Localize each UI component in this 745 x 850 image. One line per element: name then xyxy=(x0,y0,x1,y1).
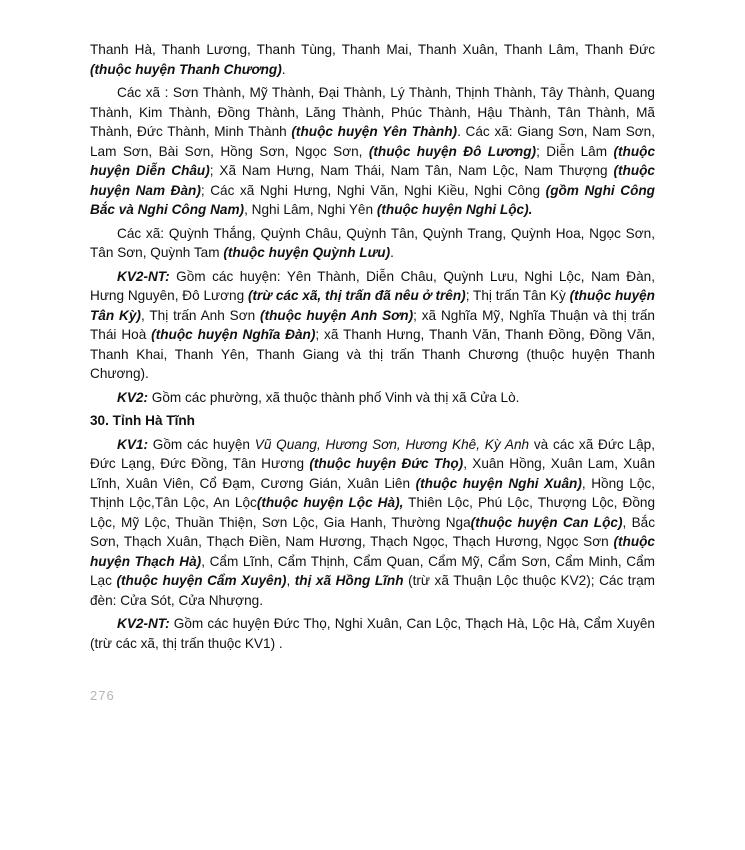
emphasis-text: (thuộc huyện Lộc Hà), xyxy=(256,495,404,510)
paragraph xyxy=(90,224,655,263)
emphasis-text: KV1: xyxy=(117,436,148,452)
text-run: 30. Tỉnh Hà Tĩnh xyxy=(90,413,195,428)
text-run: Gồm các phường, xã thuộc thành phố Vinh và thị xã Cửa Lò. xyxy=(147,389,520,405)
emphasis-text: (thuộc huyện Nghi Lộc). xyxy=(376,202,533,217)
paragraph xyxy=(90,435,655,611)
text-run: ; Xã Nam Hưng, Nam Thái, Nam Tân, Nam Lộc, Nam Thượng xyxy=(209,163,614,178)
italic-text: Vũ Quang, Hương Sơn, Hương Khê, Kỳ Anh xyxy=(254,436,530,452)
text-run: Các xã: Quỳnh Thắng, Quỳnh Châu, Quỳnh Tân, Quỳnh Trang, Quỳnh Hoa, Ngọc Sơn, Tân Sơn, Quỳnh Tam xyxy=(90,225,655,260)
text-run: Gồm các huyện xyxy=(147,436,255,452)
emphasis-text: (thuộc huyện Quỳnh Lưu) xyxy=(223,245,391,260)
emphasis-text: (thuộc huyện Anh Sơn) xyxy=(260,307,414,323)
text-run: . xyxy=(390,245,394,260)
text-run: và các xã Đức Lập, Đức Lạng, Đức Đồng, Tân Hương xyxy=(90,436,655,471)
text-run: Thanh Hà, Thanh Lương, Thanh Tùng, Thanh Mai, Thanh Xuân, Thanh Lâm, Thanh Đức xyxy=(90,42,655,57)
emphasis-text: (thuộc huyện Diễn Châu) xyxy=(90,143,656,178)
emphasis-text: (thuộc huyện Nam Đàn) xyxy=(90,163,655,198)
emphasis-text: (thuộc huyện Đức Thọ) xyxy=(309,456,464,471)
text-run: Các xã : Sơn Thành, Mỹ Thành, Đại Thành, Lý Thành, Thịnh Thành, Tây Thành, Quang Thành, Kim Thành, Đồng Thành, Lăng Thành, Phúc Thành, Hậu Thành, Tân Thành, Mã Thành, Đức Thành, Minh Thành xyxy=(90,85,655,139)
emphasis-text: (thuộc huyện Cẩm Xuyên) xyxy=(116,573,287,588)
emphasis-text: (thuộc huyện Thạch Hà) xyxy=(90,534,655,569)
text-run: , Thị trấn Anh Sơn xyxy=(140,307,261,323)
emphasis-text: KV2-NT: xyxy=(117,268,170,284)
emphasis-text: (gồm Nghi Công Bắc và Nghi Công Nam) xyxy=(90,182,655,217)
paragraph xyxy=(90,40,655,79)
text-run: . Các xã: Giang Sơn, Nam Sơn, Lam Sơn, Bài Sơn, Hồng Sơn, Ngọc Sơn, xyxy=(90,124,656,159)
page-number: 276 xyxy=(90,688,115,703)
text-run: , Nghi Lâm, Nghi Yên xyxy=(244,202,377,217)
text-run: Thiên Lộc, Phú Lộc, Thượng Lộc, Đồng Lộc, Mỹ Lộc, Thuần Thiện, Sơn Lộc, Gia Hanh, Thường Nga xyxy=(90,495,656,530)
text-run: ; Thị trấn Tân Kỳ xyxy=(465,288,570,303)
text-run: ; Diễn Lâm xyxy=(536,143,614,159)
emphasis-text: (thuộc huyện Can Lộc) xyxy=(470,514,623,530)
text-run: (trừ xã Thuận Lộc thuộc KV2); Các trạm đèn: Cửa Sót, Cửa Nhượng. xyxy=(90,573,655,608)
text-run: Gồm các huyện Đức Thọ, Nghi Xuân, Can Lộc, Thạch Hà, Lộc Hà, Cẩm Xuyên (trừ các xã, thị trấn thuộc KV1) . xyxy=(90,616,655,651)
paragraph xyxy=(90,83,655,220)
paragraph xyxy=(90,614,655,653)
text-run: ; xã Nghĩa Mỹ, Nghĩa Thuận và thị trấn Thái Hoà xyxy=(90,307,655,342)
text-run: , Xuân Hồng, Xuân Lam, Xuân Lĩnh, Xuân Viên, Cổ Đạm, Cương Gián, Xuân Liên xyxy=(90,456,655,491)
paragraph xyxy=(90,267,655,384)
paragraph xyxy=(90,388,655,408)
text-run: , Hồng Lộc, Thịnh Lộc,Tân Lộc, An Lộc xyxy=(90,475,655,510)
text-run: ; Các xã Nghi Hưng, Nghi Văn, Nghi Kiều, Nghi Công xyxy=(200,182,546,198)
emphasis-text: (thuộc huyện Nghi Xuân) xyxy=(415,475,582,491)
emphasis-text: (trừ các xã, thị trấn đã nêu ở trên) xyxy=(247,288,466,303)
text-run: ; xã Thanh Hưng, Thanh Văn, Thanh Đồng, Đồng Văn, Thanh Khai, Thanh Yên, Thanh Giang và thị trấn Thanh Chương (thuộc huyện Thanh Chương). xyxy=(90,327,655,381)
text-run: , Cẩm Lĩnh, Cẩm Thịnh, Cẩm Quan, Cẩm Mỹ, Cẩm Sơn, Cẩm Minh, Cẩm Lạc xyxy=(90,553,655,588)
emphasis-text: thị xã Hồng Lĩnh xyxy=(294,573,404,588)
document-body xyxy=(90,40,655,657)
text-run: Gồm các huyện: Yên Thành, Diễn Châu, Quỳnh Lưu, Nghi Lộc, Nam Đàn, Hưng Nguyên, Đô Lương xyxy=(90,268,655,303)
emphasis-text: KV2: xyxy=(117,389,148,405)
emphasis-text: KV2-NT: xyxy=(117,616,170,631)
emphasis-text: (thuộc huyện Yên Thành) xyxy=(291,124,458,139)
emphasis-text: (thuộc huyện Nghĩa Đàn) xyxy=(151,327,316,342)
emphasis-text: (thuộc huyện Tân Kỳ) xyxy=(90,288,655,323)
text-run: . xyxy=(281,61,286,77)
section-heading xyxy=(90,411,655,431)
text-run: , xyxy=(286,573,295,588)
emphasis-text: (thuộc huyện Thanh Chương) xyxy=(90,61,282,77)
text-run: , Bắc Sơn, Thạch Xuân, Thạch Điền, Nam Hương, Thạch Ngọc, Thạch Hương, Ngọc Sơn xyxy=(90,514,655,549)
emphasis-text: (thuộc huyện Đô Lương) xyxy=(368,143,537,159)
